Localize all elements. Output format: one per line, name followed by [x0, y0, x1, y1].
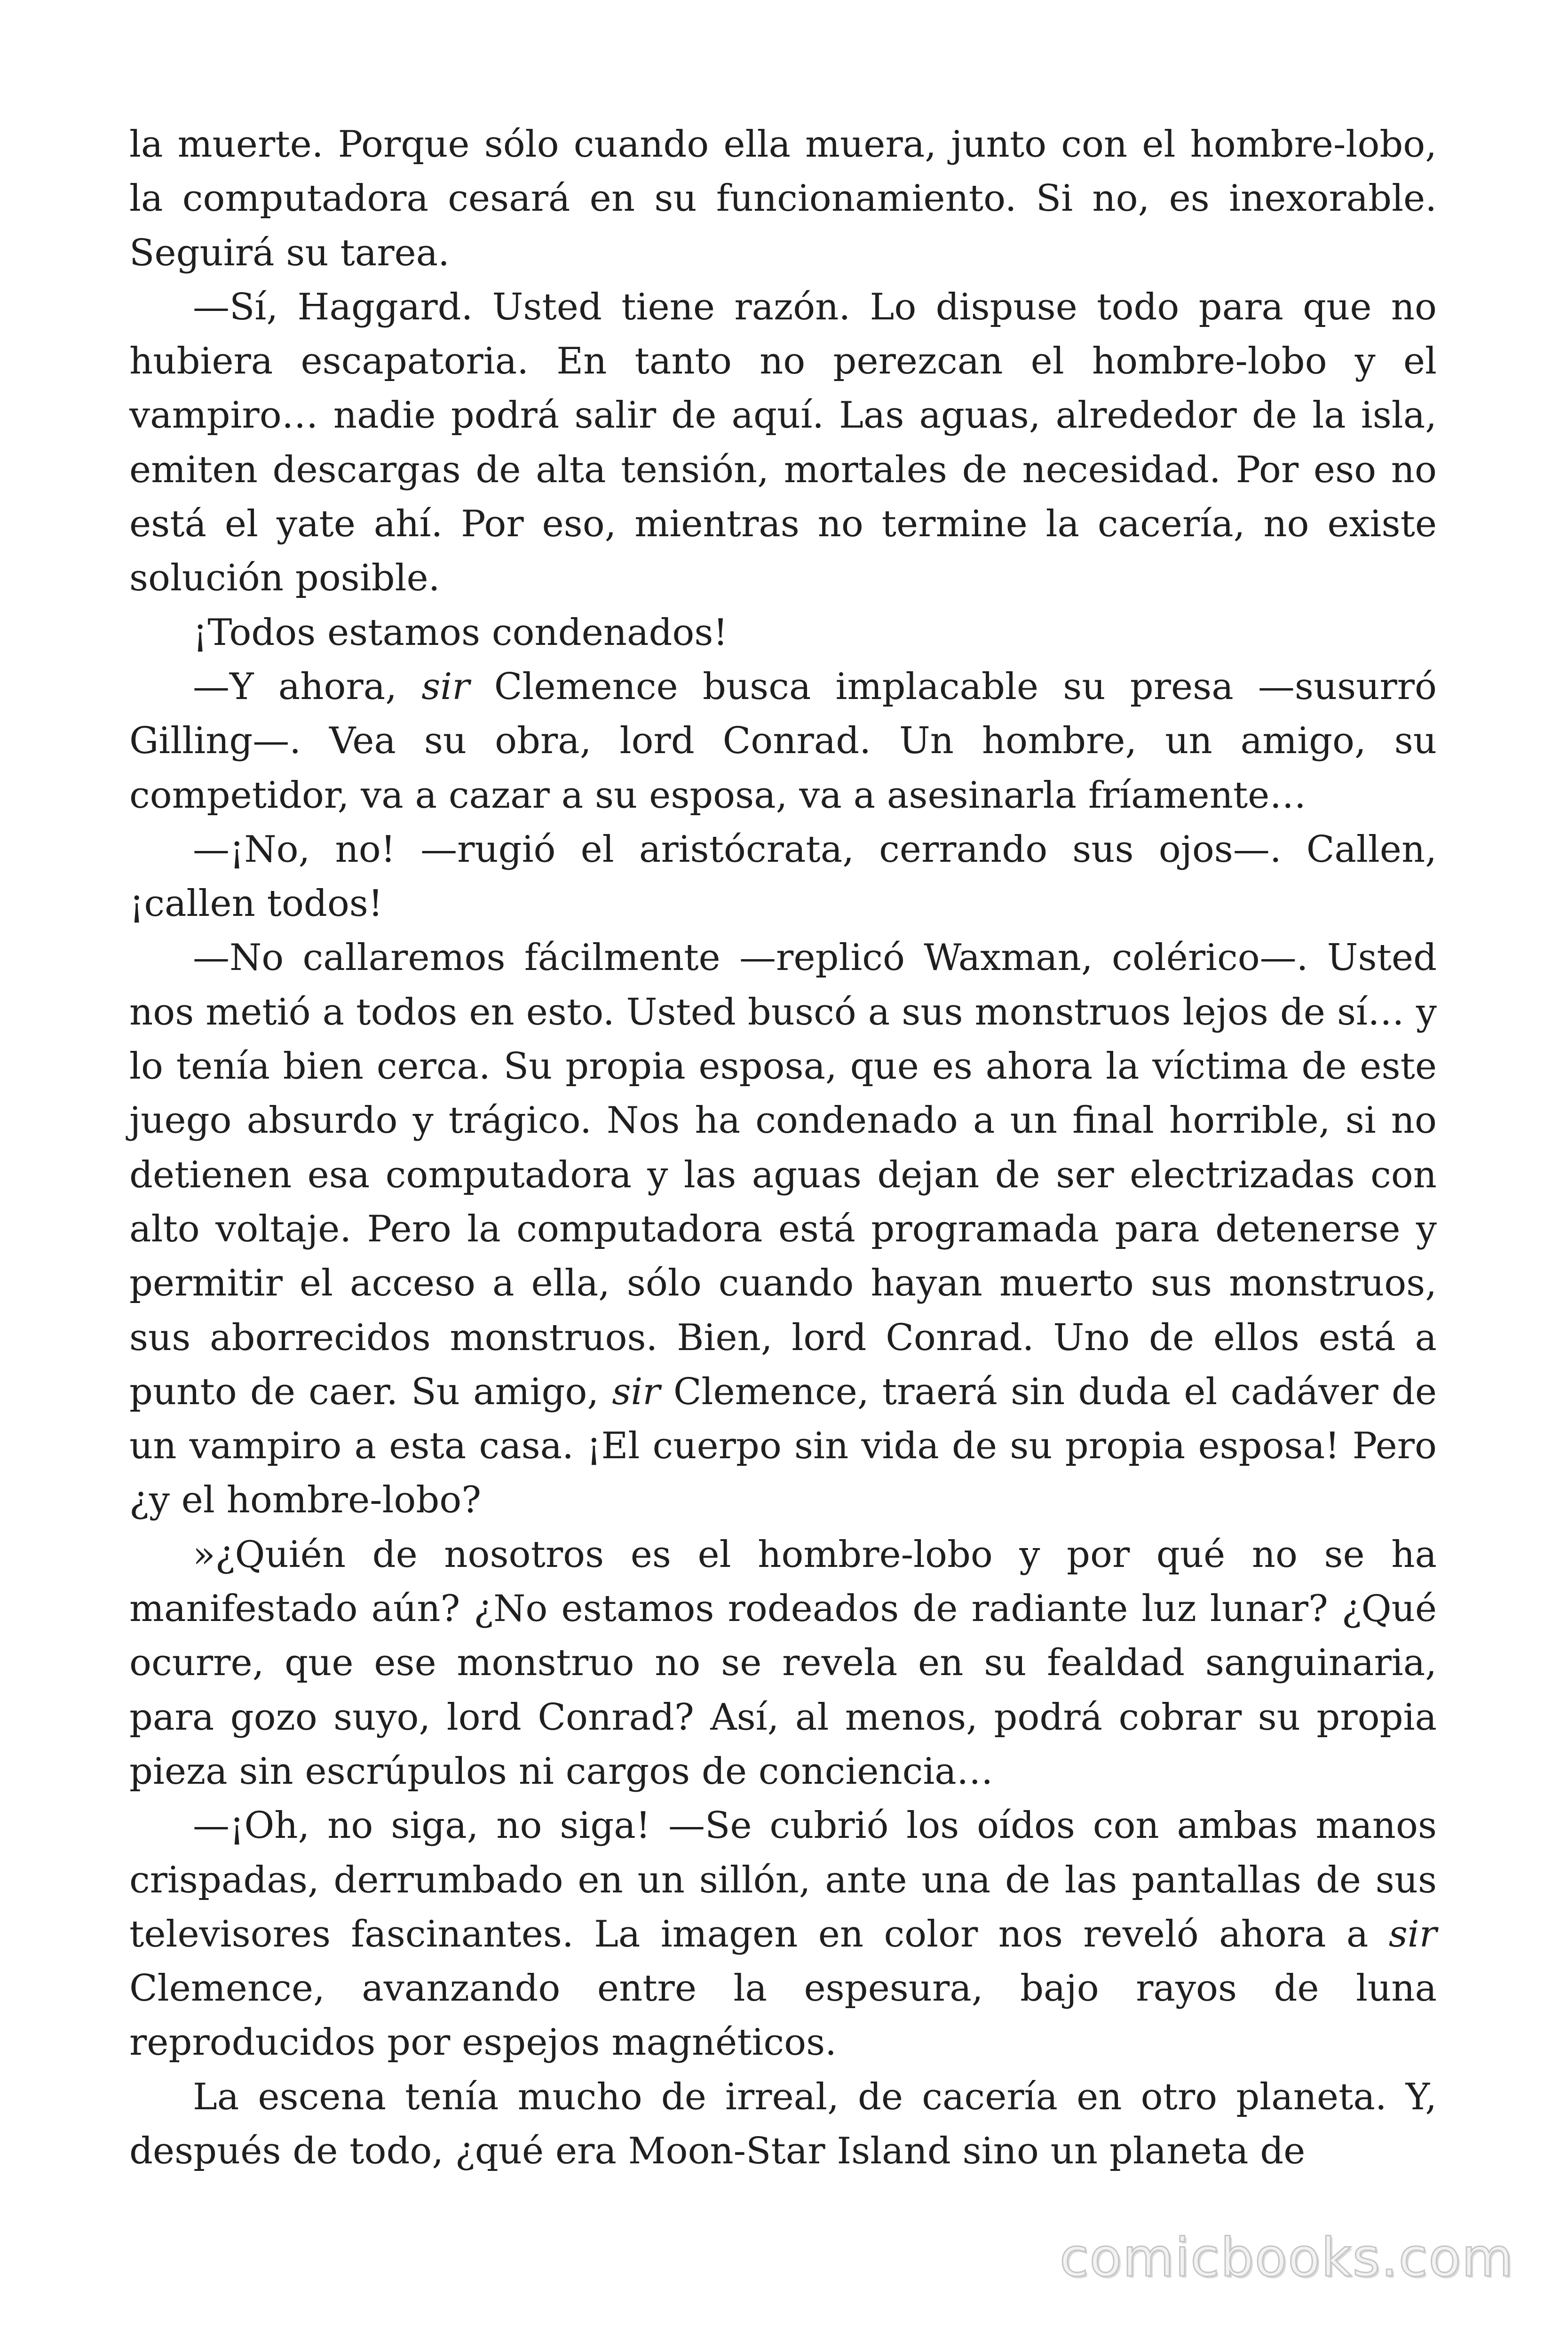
paragraph-text: —¡Oh, no siga, no siga! —Se cubrió los oídos con ambas manos crispadas, derrumbado en un sillón, ante una de las pantallas de sus televisores fascinantes. La imagen en color nos reveló ahora a	[129, 1804, 1437, 1955]
book-page-text	[129, 118, 1437, 2178]
italic-text: sir	[421, 665, 470, 708]
paragraph	[129, 1528, 1437, 1799]
paragraph	[129, 660, 1437, 823]
paragraph	[129, 2070, 1437, 2179]
paragraph-text: —Y ahora,	[193, 665, 422, 708]
paragraph-text: Clemence, traerá sin duda el cadáver de un vampiro a esta casa. ¡El cuerpo sin vida de su propia esposa! Pero ¿y el hombre-lobo?	[129, 1370, 1437, 1522]
italic-text: sir	[612, 1370, 660, 1413]
paragraph-text: »¿Quién de nosotros es el hombre-lobo y por qué no se ha manifestado aún? ¿No estamos rodeados de radiante luz lunar? ¿Qué ocurre, que ese monstruo no se revela en su fealdad sanguinaria, para gozo suyo, lord Conrad? Así, al menos, podrá cobrar su propia pieza sin escrúpulos ni cargos de conciencia…	[129, 1533, 1437, 1793]
paragraph-text: Clemence busca implacable su presa —susurró Gilling—. Vea su obra, lord Conrad. Un hombre, un amigo, su competidor, va a cazar a su esposa, va a asesinarla fríamente…	[129, 665, 1437, 817]
paragraph	[129, 280, 1437, 606]
paragraph-text: La escena tenía mucho de irreal, de cacería en otro planeta. Y, después de todo, ¿qué era Moon-Star Island sino un planeta de	[129, 2075, 1437, 2172]
italic-text: sir	[1388, 1913, 1437, 1955]
paragraph	[129, 1799, 1437, 2070]
paragraph-text: —No callaremos fácilmente —replicó Waxman, colérico—. Usted nos metió a todos en esto. Usted buscó a sus monstruos lejos de sí… y lo tenía bien cerca. Su propia esposa, que es ahora la víctima de este juego absurdo y trágico. Nos ha condenado a un final horrible, si no detienen esa computadora y las aguas dejan de ser electrizadas con alto voltaje. Pero la computadora está programada para detenerse y permitir el acceso a ella, sólo cuando hayan muerto sus monstruos, sus aborrecidos monstruos. Bien, lord Conrad. Uno de ellos está a punto de caer. Su amigo,	[129, 937, 1437, 1413]
watermark: comicbooks.com	[1059, 2227, 1514, 2288]
paragraph-text: —¡No, no! —rugió el aristócrata, cerrando sus ojos—. Callen, ¡callen todos!	[129, 828, 1437, 925]
paragraph	[129, 118, 1437, 280]
paragraph-text: Clemence, avanzando entre la espesura, bajo rayos de luna reproducidos por espejos magnéticos.	[129, 1967, 1437, 2064]
paragraph	[129, 931, 1437, 1527]
paragraph	[129, 606, 1437, 660]
paragraph	[129, 823, 1437, 931]
paragraph-text: ¡Todos estamos condenados!	[193, 611, 728, 654]
paragraph-text: la muerte. Porque sólo cuando ella muera, junto con el hombre-lobo, la computadora cesará en su funcionamiento. Si no, es inexorable. Seguirá su tarea.	[129, 123, 1437, 274]
paragraph-text: —Sí, Haggard. Usted tiene razón. Lo dispuse todo para que no hubiera escapatoria. En tanto no perezcan el hombre-lobo y el vampiro… nadie podrá salir de aquí. Las aguas, alrededor de la isla, emiten descargas de alta tensión, mortales de necesidad. Por eso no está el yate ahí. Por eso, mientras no termine la cacería, no existe solución posible.	[129, 286, 1437, 600]
